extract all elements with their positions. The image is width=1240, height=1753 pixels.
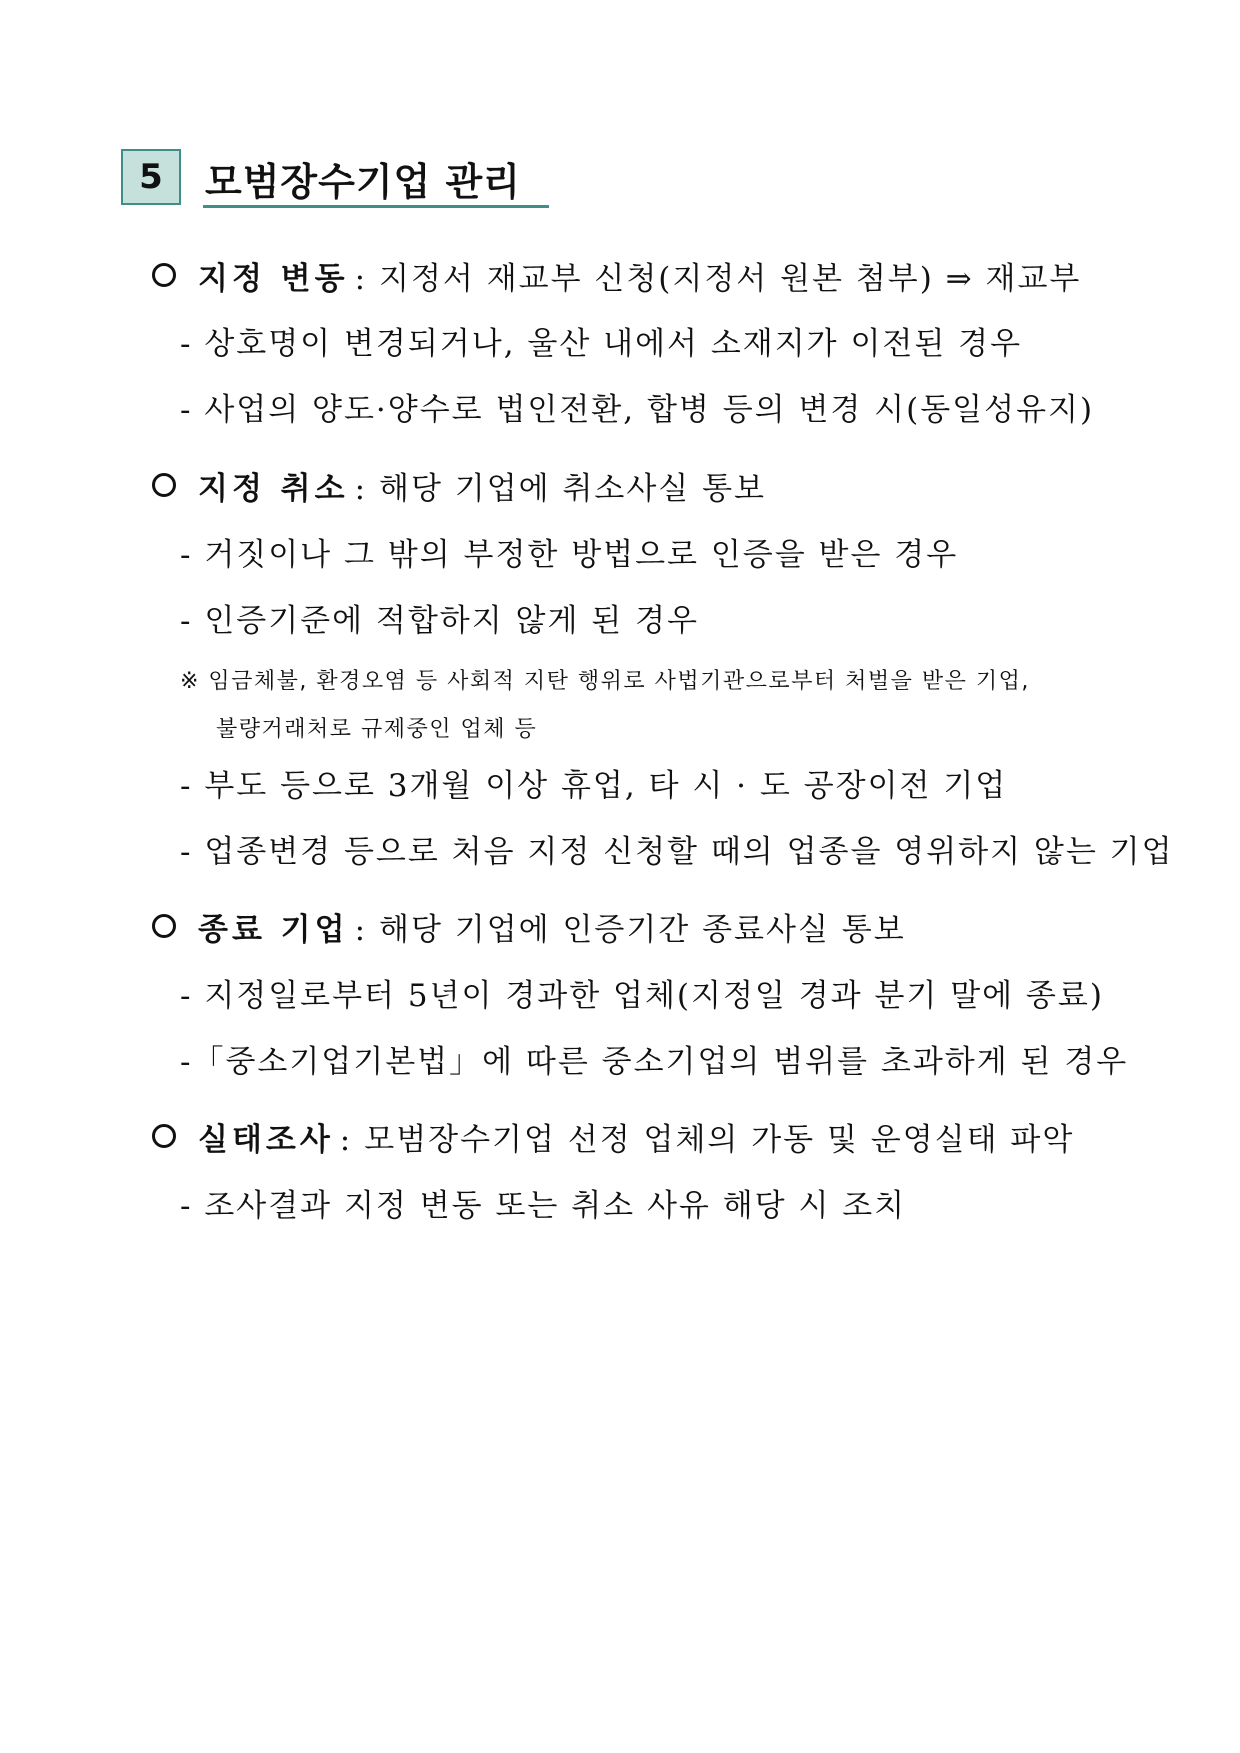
section-title: 모범장수기업 관리: [205, 160, 521, 204]
circle-bullet-icon: [152, 473, 176, 497]
sub-item: -「중소기업기본법」에 따른 중소기업의 범위를 초과하게 된 경우: [180, 1044, 1129, 1080]
circle-bullet-icon: [152, 263, 176, 287]
circle-bullet-icon: [152, 914, 176, 938]
bullet-item-inspection: [152, 1114, 1074, 1159]
sub-item: - 조사결과 지정 변동 또는 취소 사유 해당 시 조치: [180, 1188, 907, 1224]
bullet-desc: 해당 기업에 취소사실 통보: [379, 471, 766, 507]
sub-item: - 인증기준에 적합하지 않게 된 경우: [180, 603, 699, 639]
bullet-item-terminated-company: [152, 904, 906, 949]
sub-item: - 상호명이 변경되거나, 울산 내에서 소재지가 이전된 경우: [180, 326, 1023, 362]
bullet-item-designation-change: [152, 253, 1081, 298]
bullet-key: 지정 취소: [198, 471, 349, 507]
bullet-key: 종료 기업: [198, 912, 349, 948]
section-number-badge: 5: [121, 149, 181, 205]
bullet-key: 지정 변동: [198, 261, 349, 297]
separator: :: [339, 1122, 353, 1158]
bullet-item-designation-cancel: [152, 463, 766, 508]
separator: :: [354, 261, 368, 297]
note-line: ※ 임금체불, 환경오염 등 사회적 지탄 행위로 사법기관으로부터 처벌을 받은 기업,: [180, 669, 1030, 694]
bullet-desc: 해당 기업에 인증기간 종료사실 통보: [379, 912, 906, 948]
sub-item: - 거짓이나 그 밖의 부정한 방법으로 인증을 받은 경우: [180, 537, 959, 573]
circle-bullet-icon: [152, 1124, 176, 1148]
bullet-desc: 지정서 재교부 신청(지정서 원본 첨부) ⇒ 재교부: [379, 261, 1082, 297]
separator: :: [354, 471, 368, 507]
section-header: [121, 149, 549, 211]
bullet-desc: 모범장수기업 선정 업체의 가동 및 운영실태 파악: [364, 1122, 1075, 1158]
sub-item: - 지정일로부터 5년이 경과한 업체(지정일 경과 분기 말에 종료): [180, 978, 1104, 1014]
section-underline: [203, 205, 549, 208]
sub-item: - 부도 등으로 3개월 이상 휴업, 타 시 · 도 공장이전 기업: [180, 768, 1008, 804]
sub-item: - 업종변경 등으로 처음 지정 신청할 때의 업종을 영위하지 않는 기업: [180, 834, 1174, 870]
separator: :: [354, 912, 368, 948]
note-line-continuation: 불량거래처로 규제중인 업체 등: [216, 717, 538, 742]
sub-item: - 사업의 양도·양수로 법인전환, 합병 등의 변경 시(동일성유지): [180, 392, 1095, 428]
bullet-key: 실태조사: [198, 1122, 334, 1158]
